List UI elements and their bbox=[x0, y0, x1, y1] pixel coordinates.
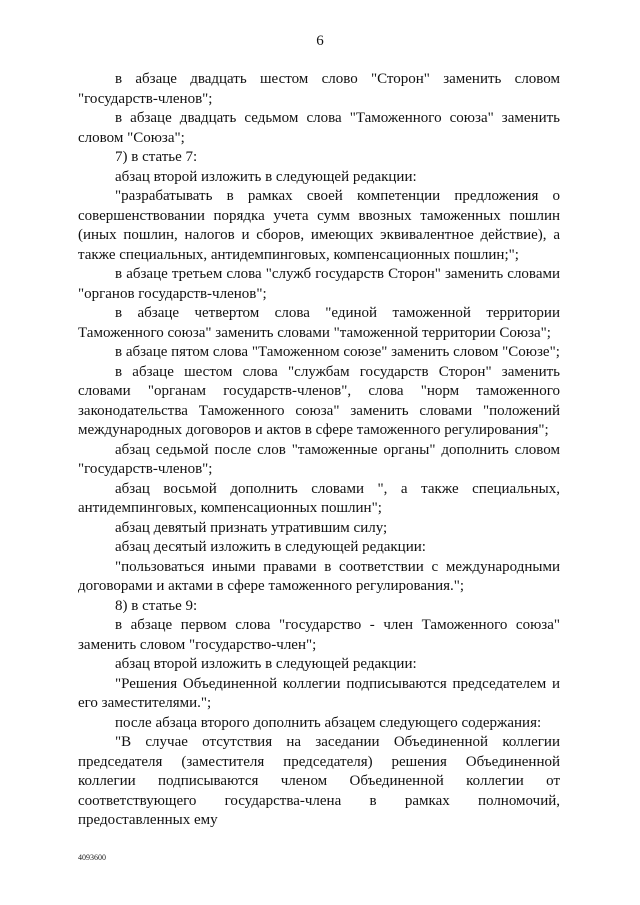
paragraph: в абзаце двадцать шестом слово "Сторон" заменить словом "государств-членов"; bbox=[78, 71, 560, 107]
paragraph: 7) в статье 7: bbox=[115, 149, 198, 165]
paragraph: абзац седьмой после слов "таможенные органы" дополнить словом "государств-членов"; bbox=[78, 441, 560, 477]
paragraph: "Решения Объединенной коллегии подписываются председателем и его заместителями."; bbox=[78, 675, 560, 711]
paragraph: в абзаце двадцать седьмом слова "Таможенного союза" заменить словом "Союза"; bbox=[78, 110, 560, 146]
paragraph: в абзаце шестом слова "службам государств Сторон" заменить словами "органам государств-членов", слова "норм таможенного законодательства Таможенного союза" заменить словами "положений международных договоров и актов в сфере таможенного регулирования"; bbox=[78, 363, 560, 438]
page-number: 6 bbox=[316, 33, 324, 49]
paragraph: абзац второй изложить в следующей редакции: bbox=[115, 656, 417, 672]
paragraph: в абзаце первом слова "государство - член Таможенного союза" заменить словом "государство-член"; bbox=[78, 617, 560, 653]
paragraph: абзац восьмой дополнить словами ", а также специальных, антидемпинговых, компенсационных пошлин"; bbox=[78, 480, 560, 516]
paragraph: 8) в статье 9: bbox=[115, 597, 198, 614]
paragraph: в абзаце четвертом слова "единой таможенной территории Таможенного союза" заменить словами "таможенной территории Союза"; bbox=[78, 305, 560, 341]
document-code: 4093600 bbox=[78, 853, 106, 862]
document-body bbox=[78, 70, 560, 831]
paragraph: в абзаце пятом слова "Таможенном союзе" заменить словом "Союзе"; bbox=[115, 344, 560, 360]
paragraph: в абзаце третьем слова "служб государств Сторон" заменить словами "органов государств-членов"; bbox=[78, 266, 560, 302]
paragraph: "разрабатывать в рамках своей компетенции предложения о совершенствовании порядка учета сумм ввозных таможенных пошлин (иных пошлин, налогов и сборов, имеющих эквивалентное действие), а также специальных, антидемпинговых, компенсационных пошлин;"; bbox=[78, 188, 560, 263]
paragraph: "пользоваться иными правами в соответствии с международными договорами и актами в сфере таможенного регулирования."; bbox=[78, 558, 560, 594]
paragraph: абзац десятый изложить в следующей редакции: bbox=[115, 539, 426, 555]
paragraph: после абзаца второго дополнить абзацем следующего содержания: bbox=[115, 714, 542, 731]
paragraph: абзац второй изложить в следующей редакции: bbox=[115, 168, 417, 185]
paragraph: абзац девятый признать утратившим силу; bbox=[115, 519, 388, 536]
paragraph: "В случае отсутствия на заседании Объединенной коллегии председателя (заместителя председателя) решения Объединенной коллегии подписываются членом Объединенной коллегии от соответствующего государства-члена в рамках полномочий, предоставленных ему bbox=[78, 734, 560, 828]
